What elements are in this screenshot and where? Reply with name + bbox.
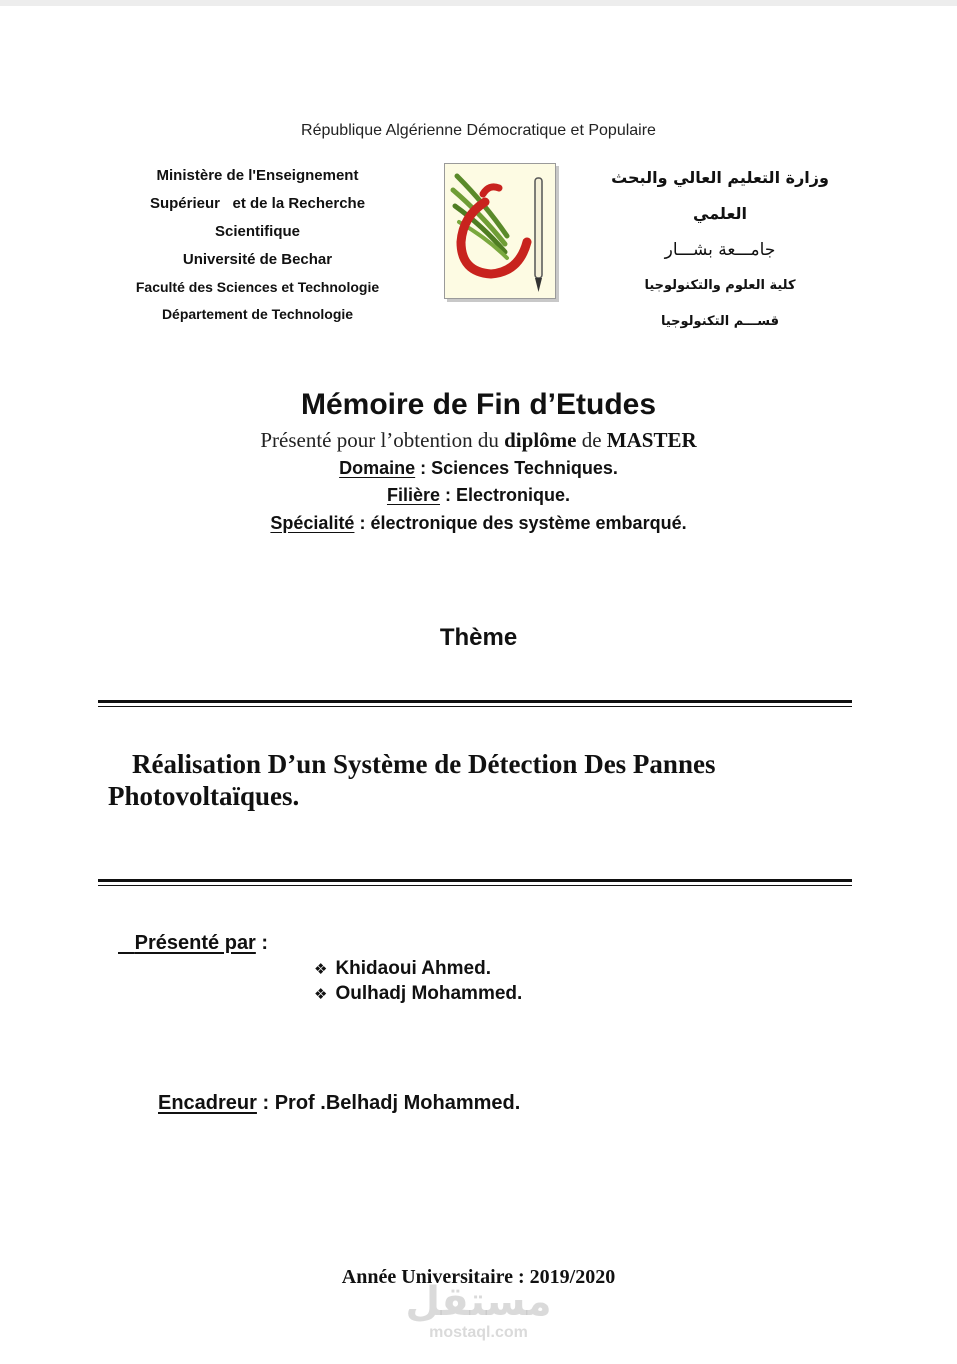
fr-line-department: Département de Technologie: [161, 306, 354, 322]
supervisor-line: [158, 1092, 520, 1115]
thesis-title-line1: Réalisation D’un Système de Détection Des Pannes: [132, 749, 716, 779]
ar-line-faculty: كلية العلوم والتكنولوجيا: [644, 278, 796, 293]
top-rule-thin: [98, 706, 852, 707]
supervisor-value: : Prof .Belhadj Mohammed.: [256, 1092, 521, 1114]
author-item: [314, 958, 491, 980]
fr-line-faculty: Faculté des Sciences et Technologie: [135, 279, 380, 295]
bottom-rule-thick: [98, 879, 852, 882]
diploma-statement-mid: de: [576, 428, 607, 452]
presented-by-text: Présenté par: [134, 932, 256, 954]
fr-line-scientifique: Scientifique: [214, 223, 300, 240]
filiere-value: : Electronique.: [440, 485, 571, 505]
watermark-url: mostaql.com: [429, 1324, 528, 1341]
diploma-statement: [0, 428, 957, 453]
author-name: Oulhadj Mohammed.: [335, 983, 523, 1004]
fr-line-ministry: Ministère de l'Enseignement: [156, 167, 359, 184]
diploma-word: diplôme: [504, 428, 577, 452]
filiere-line: [0, 485, 957, 506]
republic-header: République Algérienne Démocratique et Populaire: [301, 122, 656, 139]
specialite-line: [0, 513, 957, 534]
university-emblem-icon: [444, 163, 556, 299]
presented-by-label: [118, 932, 256, 954]
specialite-label: Spécialité: [270, 513, 355, 533]
ar-line-department: قســـم التكنولوجيا: [660, 314, 780, 329]
thesis-title-line2: Photovoltaïques.: [108, 781, 300, 811]
ar-line-ministry: وزارة التعليم العالي والبحث العلمي: [611, 168, 829, 223]
domaine-value: : Sciences Techniques.: [415, 458, 618, 478]
fr-line-superieur: Supérieur et de la Recherche: [149, 195, 366, 212]
supervisor-label: Encadreur: [158, 1092, 257, 1114]
diploma-statement-pre: Présenté pour l’obtention du: [260, 428, 505, 452]
academic-year: Année Universitaire : 2019/2020: [341, 1266, 616, 1288]
page-top-edge: [0, 0, 957, 6]
domaine-line: [0, 458, 957, 479]
specialite-value: : électronique des système embarqué.: [354, 513, 687, 533]
theme-heading: Thème: [439, 624, 518, 651]
document-title: Mémoire de Fin d’Etudes: [300, 388, 657, 421]
diamond-bullet-icon: ❖: [314, 961, 328, 978]
diploma-level: MASTER: [606, 428, 697, 452]
presented-by-suffix: :: [255, 932, 269, 954]
filiere-label: Filière: [386, 485, 440, 505]
watermark-logo: مستقل: [405, 1279, 552, 1325]
top-rule-thick: [98, 700, 852, 703]
diamond-bullet-icon: ❖: [314, 986, 328, 1003]
domaine-label: Domaine: [339, 458, 416, 478]
watermark: [0, 1280, 957, 1342]
thesis-title: [108, 748, 868, 812]
emblem-graphic: [445, 164, 555, 298]
ar-line-university: جامـــعة بشـــار: [664, 240, 776, 260]
arabic-institution-block: [590, 160, 850, 340]
bottom-rule-thin: [98, 885, 852, 886]
author-name: Khidaoui Ahmed.: [335, 958, 491, 979]
author-item: [314, 983, 522, 1005]
fr-line-university: Université de Bechar: [182, 251, 333, 268]
presented-by-line: [118, 932, 268, 955]
french-institution-block: [110, 162, 405, 328]
